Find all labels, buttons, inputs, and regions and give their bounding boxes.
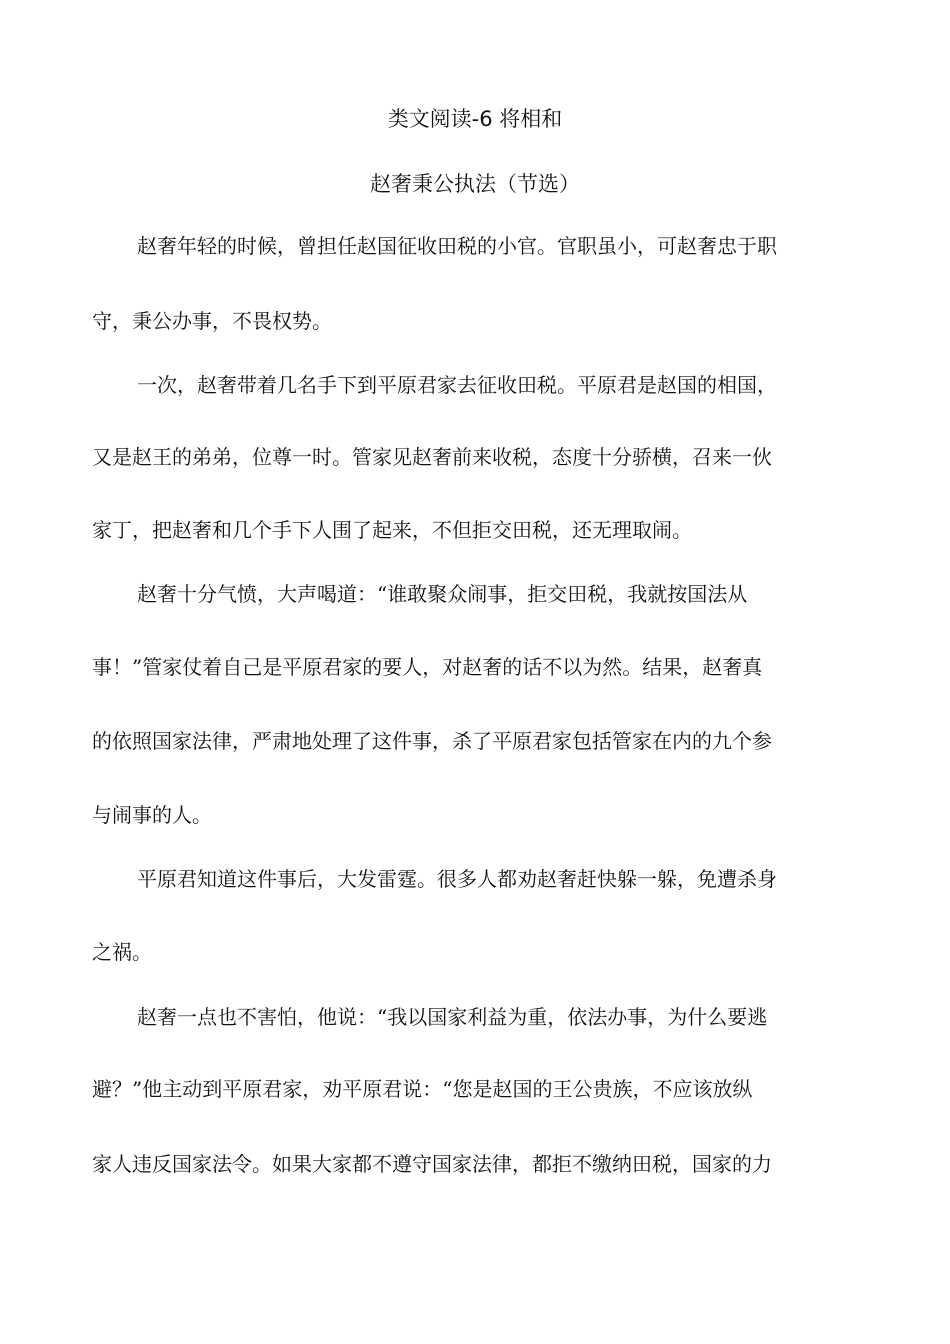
document-title: 类文阅读-6 将相和 bbox=[387, 107, 563, 131]
text-line: 的依照国家法律，严肃地处理了这件事，杀了平原君家包括管家在内的九个参 bbox=[92, 729, 772, 753]
document-subtitle: 赵奢秉公执法（节选） bbox=[370, 172, 580, 196]
text-line: 避？”他主动到平原君家，劝平原君说：“您是赵国的王公贵族，不应该放纵 bbox=[92, 1077, 753, 1101]
text-line: 一次，赵奢带着几名手下到平原君家去征收田税。平原君是赵国的相国， bbox=[137, 373, 777, 397]
text-line: 之祸。 bbox=[92, 940, 152, 964]
text-line: 赵奢一点也不害怕，他说：“我以国家利益为重，依法办事，为什么要逃 bbox=[137, 1005, 768, 1029]
text-line: 守，秉公办事，不畏权势。 bbox=[92, 309, 332, 333]
text-line: 赵奢年轻的时候，曾担任赵国征收田税的小官。官职虽小，可赵奢忠于职 bbox=[137, 234, 777, 258]
text-line: 又是赵王的弟弟，位尊一时。管家见赵奢前来收税，态度十分骄横，召来一伙 bbox=[92, 445, 772, 469]
text-line: 家人违反国家法令。如果大家都不遵守国家法律，都拒不缴纳田税，国家的力 bbox=[92, 1152, 772, 1176]
text-line: 赵奢十分气愤，大声喝道：“谁敢聚众闹事，拒交田税，我就按国法从 bbox=[137, 582, 748, 606]
text-line: 事！”管家仗着自己是平原君家的要人，对赵奢的话不以为然。结果，赵奢真 bbox=[92, 655, 763, 679]
text-line: 家丁，把赵奢和几个手下人围了起来，不但拒交田税，还无理取闹。 bbox=[92, 518, 692, 542]
text-line: 平原君知道这件事后，大发雷霆。很多人都劝赵奢赶快躲一躲，免遭杀身 bbox=[137, 867, 777, 891]
text-line: 与闹事的人。 bbox=[92, 803, 212, 827]
